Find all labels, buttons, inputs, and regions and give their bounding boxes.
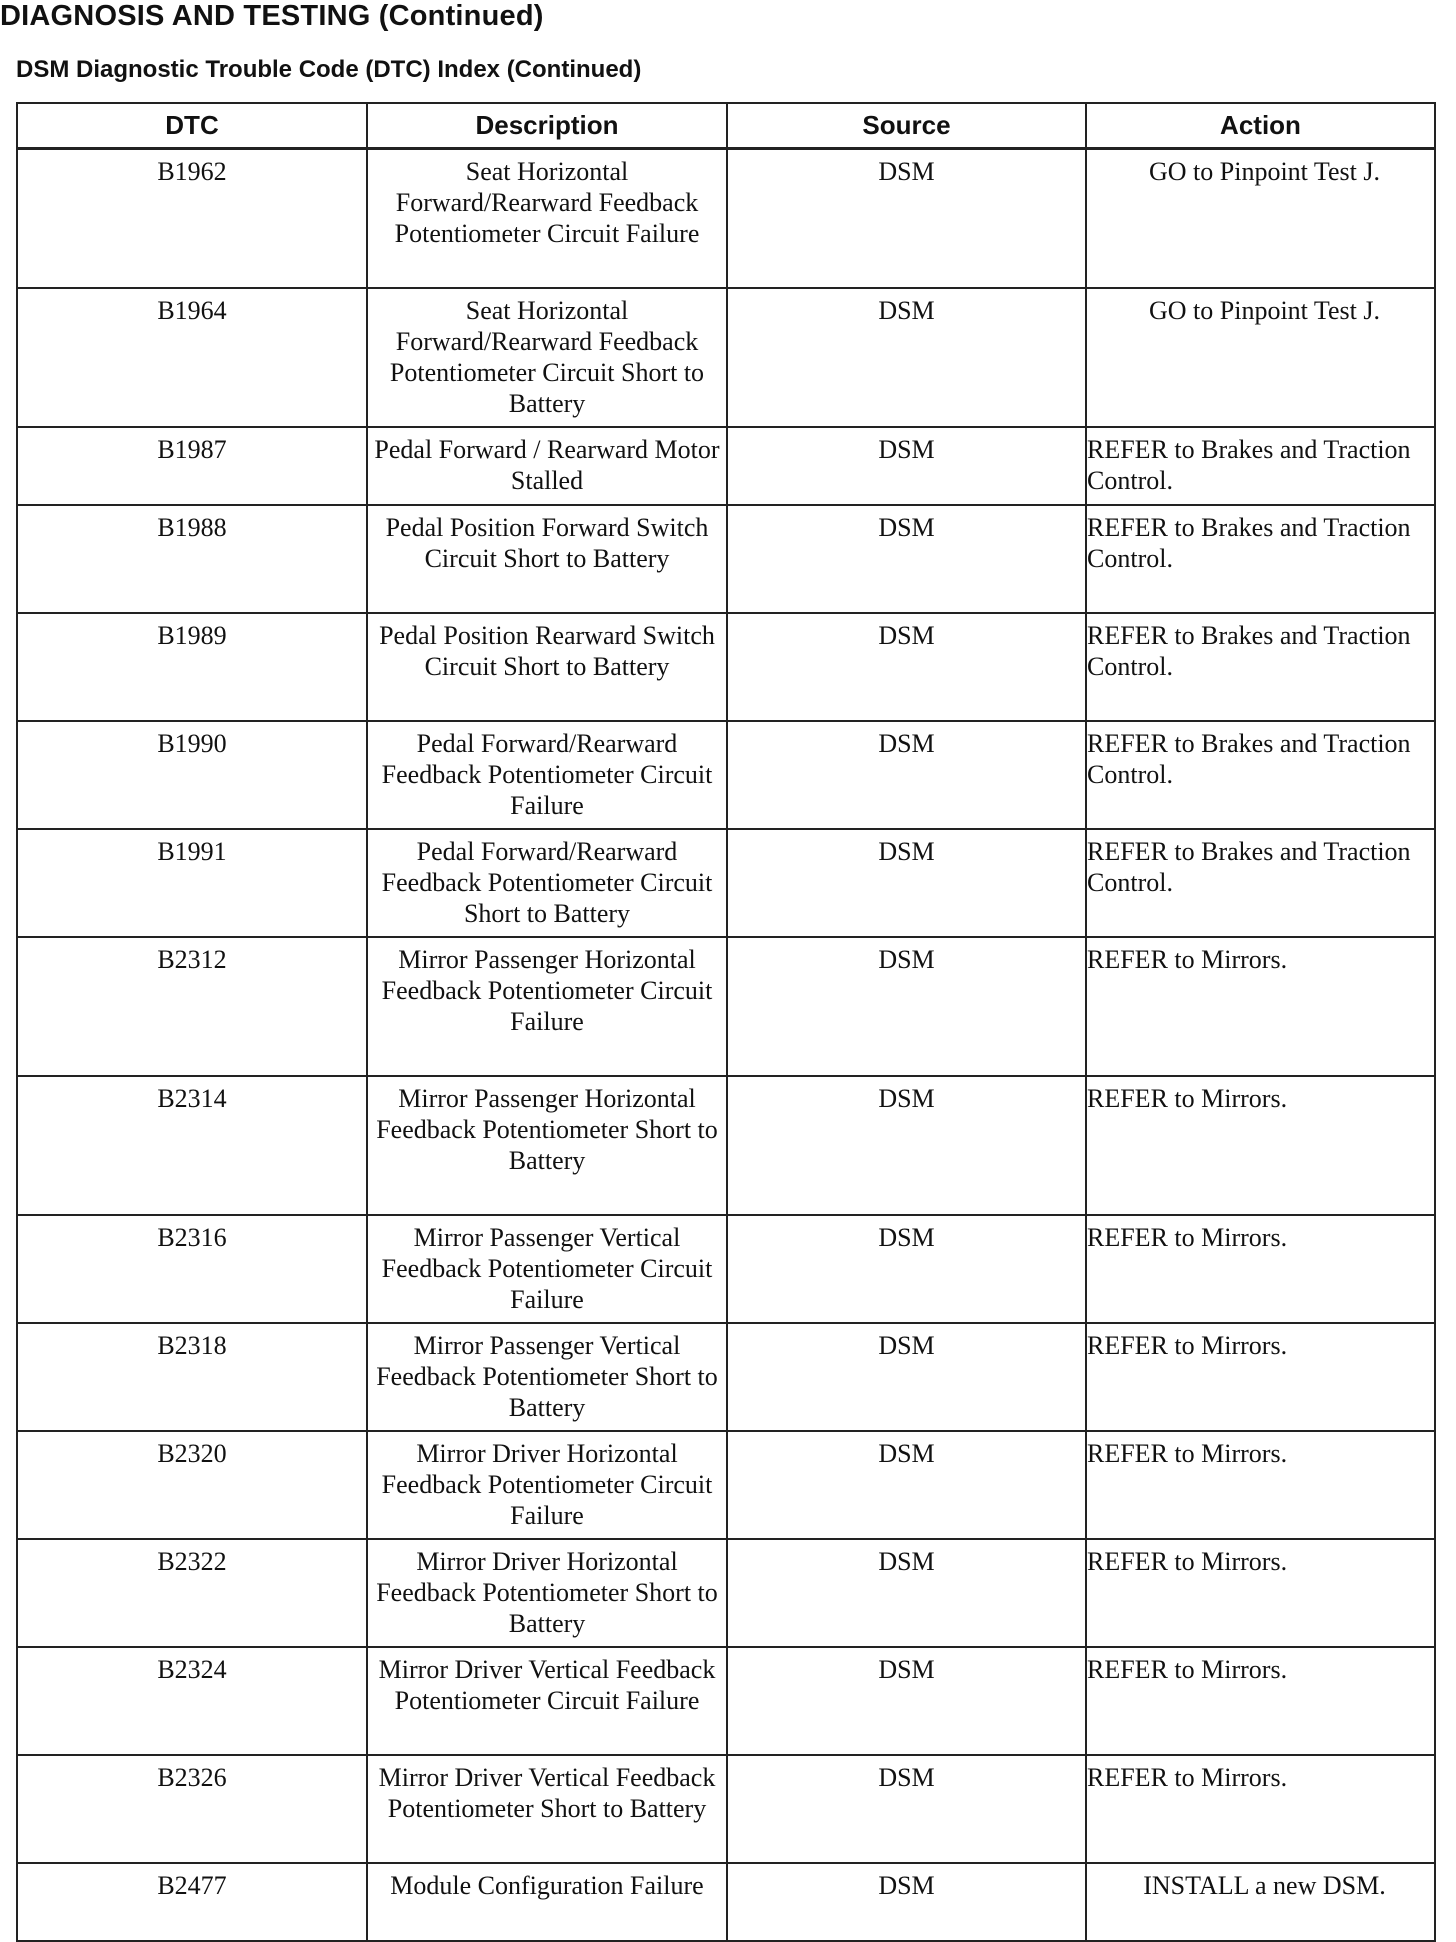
dtc-description: Module Configuration Failure (367, 1863, 727, 1941)
dtc-code: B1987 (17, 427, 367, 505)
dtc-action: REFER to Mirrors. (1086, 1431, 1435, 1539)
dtc-action: REFER to Brakes and Traction Control. (1086, 427, 1435, 505)
dtc-source: DSM (727, 829, 1086, 937)
dtc-code: B1991 (17, 829, 367, 937)
dtc-description: Pedal Position Rearward Switch Circuit Short to Battery (367, 613, 727, 721)
dtc-code: B2318 (17, 1323, 367, 1431)
page-title: DIAGNOSIS AND TESTING (Continued) (0, 0, 544, 32)
dtc-action: REFER to Brakes and Traction Control. (1086, 721, 1435, 829)
table-row (17, 505, 1435, 613)
dtc-source: DSM (727, 1539, 1086, 1647)
dtc-code: B2320 (17, 1431, 367, 1539)
dtc-action: REFER to Brakes and Traction Control. (1086, 613, 1435, 721)
dtc-description: Pedal Position Forward Switch Circuit Short to Battery (367, 505, 727, 613)
table-row (17, 1863, 1435, 1941)
column-header-description: Description (367, 103, 727, 149)
dtc-description: Mirror Driver Horizontal Feedback Potentiometer Circuit Failure (367, 1431, 727, 1539)
dtc-description: Pedal Forward / Rearward Motor Stalled (367, 427, 727, 505)
dtc-description: Seat Horizontal Forward/Rearward Feedback Potentiometer Circuit Failure (367, 149, 727, 289)
dtc-source: DSM (727, 1215, 1086, 1323)
dtc-description: Mirror Passenger Vertical Feedback Potentiometer Circuit Failure (367, 1215, 727, 1323)
table-row (17, 1755, 1435, 1863)
dtc-code: B1988 (17, 505, 367, 613)
dtc-action: INSTALL a new DSM. (1086, 1863, 1435, 1941)
dtc-source: DSM (727, 1863, 1086, 1941)
table-row (17, 829, 1435, 937)
dtc-code: B2477 (17, 1863, 367, 1941)
dtc-source: DSM (727, 1431, 1086, 1539)
dtc-action: REFER to Mirrors. (1086, 1539, 1435, 1647)
dtc-code: B1964 (17, 288, 367, 427)
dtc-code: B2314 (17, 1076, 367, 1215)
dtc-action: REFER to Mirrors. (1086, 937, 1435, 1076)
table-row (17, 1215, 1435, 1323)
dtc-action: REFER to Mirrors. (1086, 1215, 1435, 1323)
dtc-source: DSM (727, 1647, 1086, 1755)
dtc-source: DSM (727, 1755, 1086, 1863)
dtc-description: Mirror Driver Vertical Feedback Potentiometer Circuit Failure (367, 1647, 727, 1755)
dtc-code: B2316 (17, 1215, 367, 1323)
table-row (17, 613, 1435, 721)
dtc-source: DSM (727, 613, 1086, 721)
dtc-source: DSM (727, 505, 1086, 613)
dtc-code: B2322 (17, 1539, 367, 1647)
dtc-source: DSM (727, 937, 1086, 1076)
dtc-source: DSM (727, 721, 1086, 829)
table-row (17, 427, 1435, 505)
dtc-code: B1990 (17, 721, 367, 829)
dtc-code: B2326 (17, 1755, 367, 1863)
dtc-index-table (16, 102, 1436, 1942)
dtc-source: DSM (727, 427, 1086, 505)
table-row (17, 149, 1435, 289)
dtc-description: Mirror Driver Vertical Feedback Potentiometer Short to Battery (367, 1755, 727, 1863)
dtc-source: DSM (727, 1076, 1086, 1215)
dtc-code: B2324 (17, 1647, 367, 1755)
dtc-description: Mirror Passenger Horizontal Feedback Potentiometer Short to Battery (367, 1076, 727, 1215)
table-row (17, 1076, 1435, 1215)
dtc-action: GO to Pinpoint Test J. (1086, 149, 1435, 289)
dtc-description: Seat Horizontal Forward/Rearward Feedback Potentiometer Circuit Short to Battery (367, 288, 727, 427)
dtc-source: DSM (727, 288, 1086, 427)
table-row (17, 1647, 1435, 1755)
dtc-action: REFER to Mirrors. (1086, 1647, 1435, 1755)
dtc-action: GO to Pinpoint Test J. (1086, 288, 1435, 427)
table-row (17, 1323, 1435, 1431)
dtc-description: Pedal Forward/Rearward Feedback Potentiometer Circuit Failure (367, 721, 727, 829)
dtc-code: B1989 (17, 613, 367, 721)
table-row (17, 1431, 1435, 1539)
table-row (17, 1539, 1435, 1647)
dtc-description: Mirror Passenger Horizontal Feedback Potentiometer Circuit Failure (367, 937, 727, 1076)
dtc-action: REFER to Brakes and Traction Control. (1086, 505, 1435, 613)
section-title: DSM Diagnostic Trouble Code (DTC) Index (Continued) (16, 56, 642, 83)
dtc-action: REFER to Mirrors. (1086, 1323, 1435, 1431)
dtc-source: DSM (727, 149, 1086, 289)
dtc-description: Mirror Driver Horizontal Feedback Potentiometer Short to Battery (367, 1539, 727, 1647)
column-header-dtc: DTC (17, 103, 367, 149)
dtc-source: DSM (727, 1323, 1086, 1431)
table-header-row (17, 103, 1435, 149)
column-header-action: Action (1086, 103, 1435, 149)
dtc-action: REFER to Brakes and Traction Control. (1086, 829, 1435, 937)
dtc-code: B2312 (17, 937, 367, 1076)
dtc-action: REFER to Mirrors. (1086, 1755, 1435, 1863)
table-row (17, 937, 1435, 1076)
dtc-code: B1962 (17, 149, 367, 289)
table-row (17, 721, 1435, 829)
column-header-source: Source (727, 103, 1086, 149)
dtc-description: Mirror Passenger Vertical Feedback Potentiometer Short to Battery (367, 1323, 727, 1431)
dtc-action: REFER to Mirrors. (1086, 1076, 1435, 1215)
table-row (17, 288, 1435, 427)
dtc-description: Pedal Forward/Rearward Feedback Potentiometer Circuit Short to Battery (367, 829, 727, 937)
